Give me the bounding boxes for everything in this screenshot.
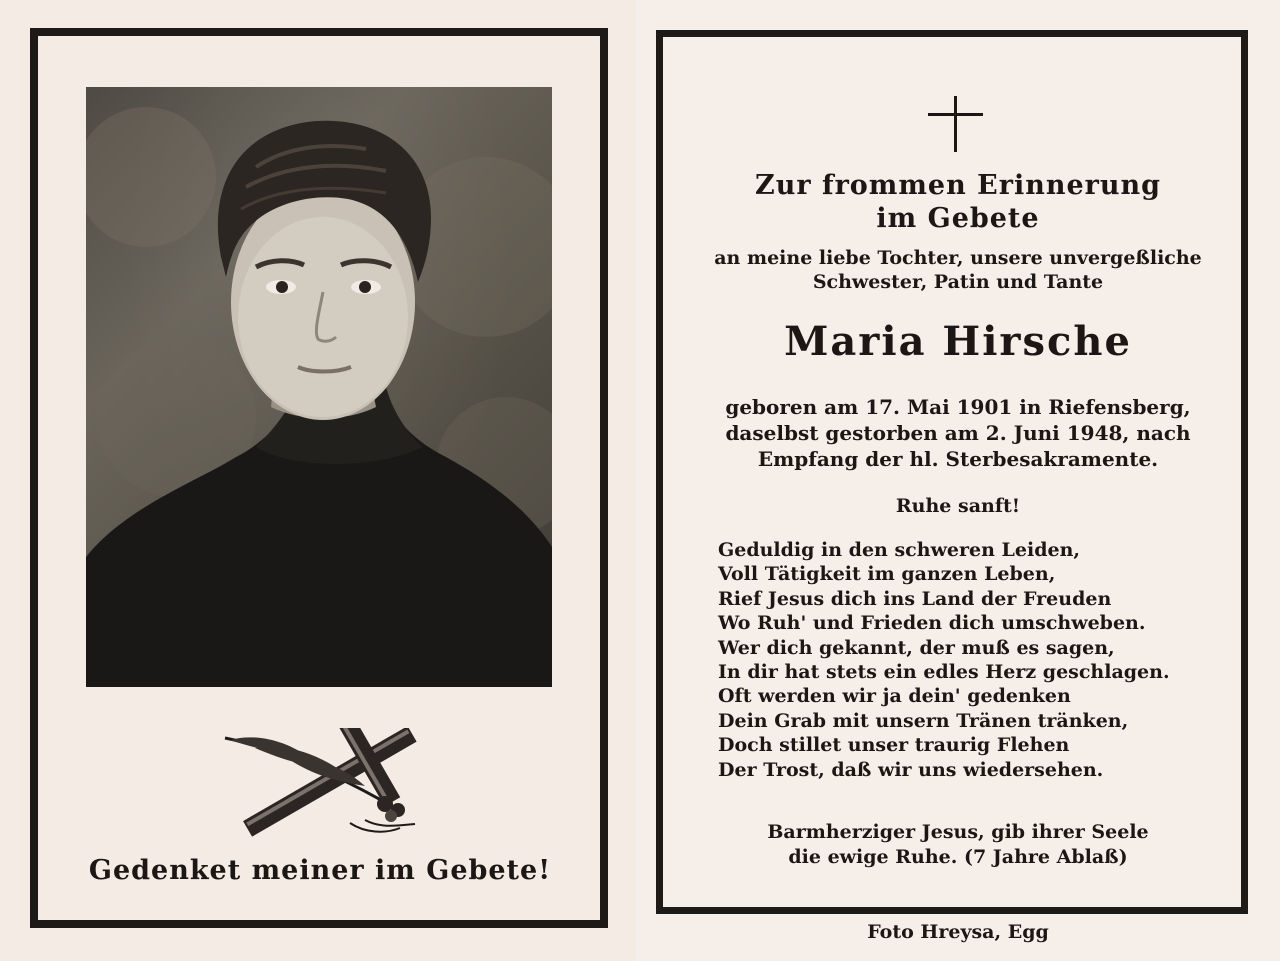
prayer-caption: Gedenket meiner im Gebete! <box>88 855 552 886</box>
memorial-poem <box>718 538 1238 782</box>
dedication-line-1: an meine liebe Tochter, unsere unvergeßliche <box>714 247 1202 269</box>
prayer-line-1: Barmherziger Jesus, gib ihrer Seele <box>767 821 1149 843</box>
heading-line-2: im Gebete <box>876 203 1040 234</box>
cross-and-palm-emblem <box>215 728 430 838</box>
rest-in-peace: Ruhe sanft! <box>895 495 1021 517</box>
poem-line: In dir hat stets ein edles Herz geschlagen. <box>718 660 1170 683</box>
memorial-card-front <box>0 0 636 961</box>
deceased-name: Maria Hirsche <box>784 318 1132 365</box>
poem-line: Dein Grab mit unsern Tränen tränken, <box>718 709 1129 732</box>
prayer-line-2: die ewige Ruhe. (7 Jahre Ablaß) <box>788 846 1128 868</box>
photographer-credit: Foto Hreysa, Egg <box>867 921 1049 943</box>
birth-date-line: geboren am 17. Mai 1901 in Riefensberg, <box>725 395 1191 419</box>
poem-line: Wer dich gekannt, der muß es sagen, <box>718 636 1115 659</box>
death-date-line: daselbst gestorben am 2. Juni 1948, nach <box>725 421 1191 445</box>
memorial-card-back <box>636 0 1280 961</box>
sacraments-line: Empfang der hl. Sterbesakramente. <box>757 447 1159 471</box>
poem-line: Rief Jesus dich ins Land der Freuden <box>718 587 1112 610</box>
poem-line: Wo Ruh' und Frieden dich umschweben. <box>718 612 1146 635</box>
poem-line: Doch stillet unser traurig Flehen <box>718 734 1070 757</box>
poem-line: Geduldig in den schweren Leiden, <box>718 539 1081 561</box>
dedication-line-2: Schwester, Patin und Tante <box>812 271 1104 293</box>
portrait-photo <box>86 87 552 687</box>
cross-icon <box>926 96 986 156</box>
heading-line-1: Zur frommen Erinnerung <box>754 170 1162 201</box>
poem-line: Oft werden wir ja dein' gedenken <box>718 685 1071 708</box>
poem-line: Voll Tätigkeit im ganzen Leben, <box>718 563 1056 586</box>
poem-line: Der Trost, daß wir uns wiedersehen. <box>718 758 1104 781</box>
